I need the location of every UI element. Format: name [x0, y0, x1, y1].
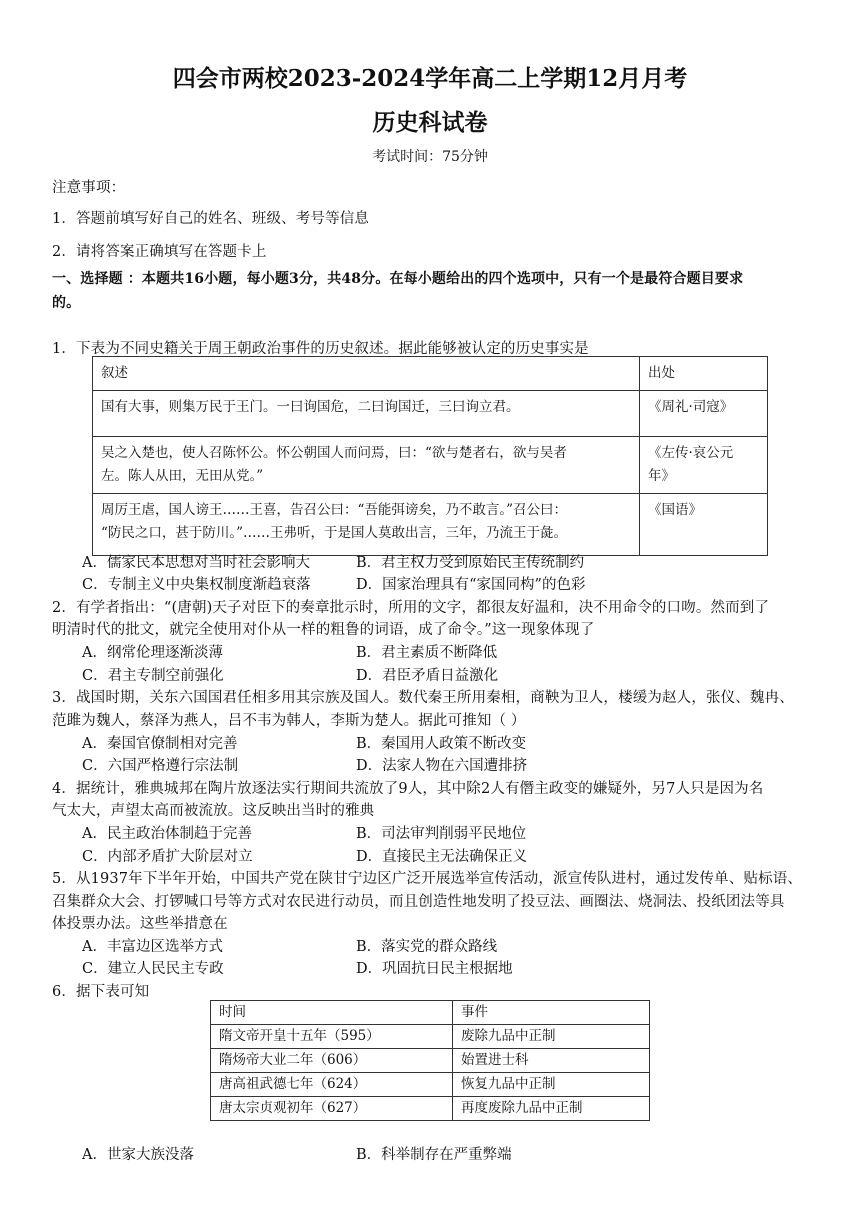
table-cell: 隋文帝开皇十五年（595） [211, 1025, 453, 1049]
question-3-stem: 范雎为魏人，蔡泽为燕人，吕不韦为韩人，李斯为楚人。据此可推知（ ） [52, 713, 526, 729]
option-b[interactable]: B．落实党的群众路线 [356, 939, 498, 955]
table-cell: 隋炀帝大业二年（606） [211, 1049, 453, 1073]
option-d[interactable]: D．法家人物在六国遭排挤 [356, 758, 528, 774]
option-b[interactable]: B．君主素质不断降低 [356, 645, 498, 661]
section-heading-line2: 的。 [52, 295, 81, 311]
table-row [93, 391, 768, 437]
option-c[interactable]: C．专制主义中央集权制度渐趋衰落 [82, 577, 311, 593]
table-cell: 周厉王虐，国人谤王……王喜，告召公曰：“吾能弭谤矣，乃不敢言。”召公曰： “防民之口，甚于防川。”……王弗听，于是国人莫敢出言，三年，乃流王于彘。 [93, 494, 640, 556]
option-d[interactable]: D．国家治理具有“家国同构”的色彩 [356, 577, 586, 593]
table-cell: 恢复九品中正制 [453, 1073, 650, 1097]
table-cell: 《国语》 [640, 494, 768, 556]
table-header-cell: 时间 [211, 1001, 453, 1025]
option-a[interactable]: A．民主政治体制趋于完善 [82, 826, 252, 842]
table-header-cell: 出处 [640, 357, 768, 391]
notes-heading: 注意事项： [52, 180, 126, 196]
option-d[interactable]: D．巩固抗日民主根据地 [356, 961, 513, 977]
table-row [211, 1049, 650, 1073]
question-1-stem: 1．下表为不同史籍关于周王朝政治事件的历史叙述。据此能够被认定的历史事实是 [52, 341, 589, 357]
exam-subtitle: 历史科试卷 [372, 109, 488, 136]
question-4-stem: 4．据统计，雅典城邦在陶片放逐法实行期间共流放了9人，其中除2人有僭主政变的嫌疑外，另7人只是因为名 [52, 781, 764, 797]
table-cell: 唐高祖武德七年（624） [211, 1073, 453, 1097]
option-b[interactable]: B．科举制存在严重弊端 [356, 1147, 512, 1163]
table-cell: 唐太宗贞观初年（627） [211, 1097, 453, 1121]
question-6-table [210, 1000, 650, 1121]
table-header-cell: 叙述 [93, 357, 640, 391]
option-a[interactable]: A．世家大族没落 [82, 1147, 194, 1163]
option-d[interactable]: D．君臣矛盾日益激化 [356, 668, 499, 684]
note-item: 2．请将答案正确填写在答题卡上 [52, 244, 267, 260]
question-2-stem: 2．有学者指出：“(唐朝)天子对臣下的奏章批示时，所用的文字，都很友好温和，决不用命令的口吻。然而到了 [52, 600, 770, 616]
table-cell: 再度废除九品中正制 [453, 1097, 650, 1121]
option-c[interactable]: C．君主专制空前强化 [82, 668, 224, 684]
question-5-stem: 召集群众大会、打锣喊口号等方式对农民进行动员，而且创造性地发明了投豆法、画圈法、烧洞法、投纸团法等具 [52, 894, 785, 910]
note-item: 1．答题前填写好自己的姓名、班级、考号等信息 [52, 211, 370, 227]
table-cell: 《周礼·司寇》 [640, 391, 768, 437]
section-heading-line1: 一、选择题 ：本题共16小题，每小题3分，共48分。在每小题给出的四个选项中，只有一个是最符合题目要求 [52, 271, 744, 287]
option-a[interactable]: A．儒家民本思想对当时社会影响大 [82, 555, 310, 571]
table-header-cell: 事件 [453, 1001, 650, 1025]
table-cell: 《左传·哀公元 年》 [640, 437, 768, 494]
table-row [211, 1097, 650, 1121]
table-row [211, 1073, 650, 1097]
option-a[interactable]: A．秦国官僚制相对完善 [82, 736, 238, 752]
option-c[interactable]: C．建立人民民主专政 [82, 961, 224, 977]
exam-time: 考试时间：75分钟 [372, 149, 488, 165]
exam-title: 四会市两校2023-2024学年高二上学期12月月考 [172, 65, 688, 92]
table-header-row [211, 1001, 650, 1025]
table-row [211, 1025, 650, 1049]
table-cell: 始置进士科 [453, 1049, 650, 1073]
question-1-table [92, 356, 768, 556]
table-cell: 国有大事，则集万民于王门。一曰询国危，二曰询国迁，三曰询立君。 [93, 391, 640, 437]
question-2-stem: 明清时代的批文，就完全使用对仆从一样的粗鲁的词语，成了命令。”这一现象体现了 [52, 622, 595, 638]
table-cell: 吴之入楚也，使人召陈怀公。怀公朝国人而问焉，曰：“欲与楚者右，欲与吴者 左。陈人从田，无田从党。” [93, 437, 640, 494]
option-a[interactable]: A．纲常伦理逐渐淡薄 [82, 645, 223, 661]
option-b[interactable]: B．君主权力受到原始民主传统制约 [356, 555, 585, 571]
question-4-stem: 气太大，声望太高而被流放。这反映出当时的雅典 [52, 803, 375, 819]
table-cell: 废除九品中正制 [453, 1025, 650, 1049]
table-row [93, 437, 768, 494]
option-c[interactable]: C．内部矛盾扩大阶层对立 [82, 849, 253, 865]
table-row [93, 494, 768, 556]
option-b[interactable]: B．秦国用人政策不断改变 [356, 736, 527, 752]
option-a[interactable]: A．丰富边区选举方式 [82, 939, 223, 955]
question-5-stem: 5．从1937年下半年开始，中国共产党在陕甘宁边区广泛开展选举宣传活动，派宣传队进村，通过发传单、贴标语、 [52, 871, 803, 887]
question-6-stem: 6．据下表可知 [52, 984, 150, 1000]
option-c[interactable]: C．六国严格遵行宗法制 [82, 758, 239, 774]
table-header-row [93, 357, 768, 391]
option-d[interactable]: D．直接民主无法确保正义 [356, 849, 528, 865]
question-5-stem: 体投票办法。这些举措意在 [52, 916, 228, 932]
question-3-stem: 3．战国时期，关东六国国君任相多用其宗族及国人。数代秦王所用秦相，商鞅为卫人，楼缓为赵人，张仪、魏冉、 [52, 690, 794, 706]
option-b[interactable]: B．司法审判削弱平民地位 [356, 826, 527, 842]
